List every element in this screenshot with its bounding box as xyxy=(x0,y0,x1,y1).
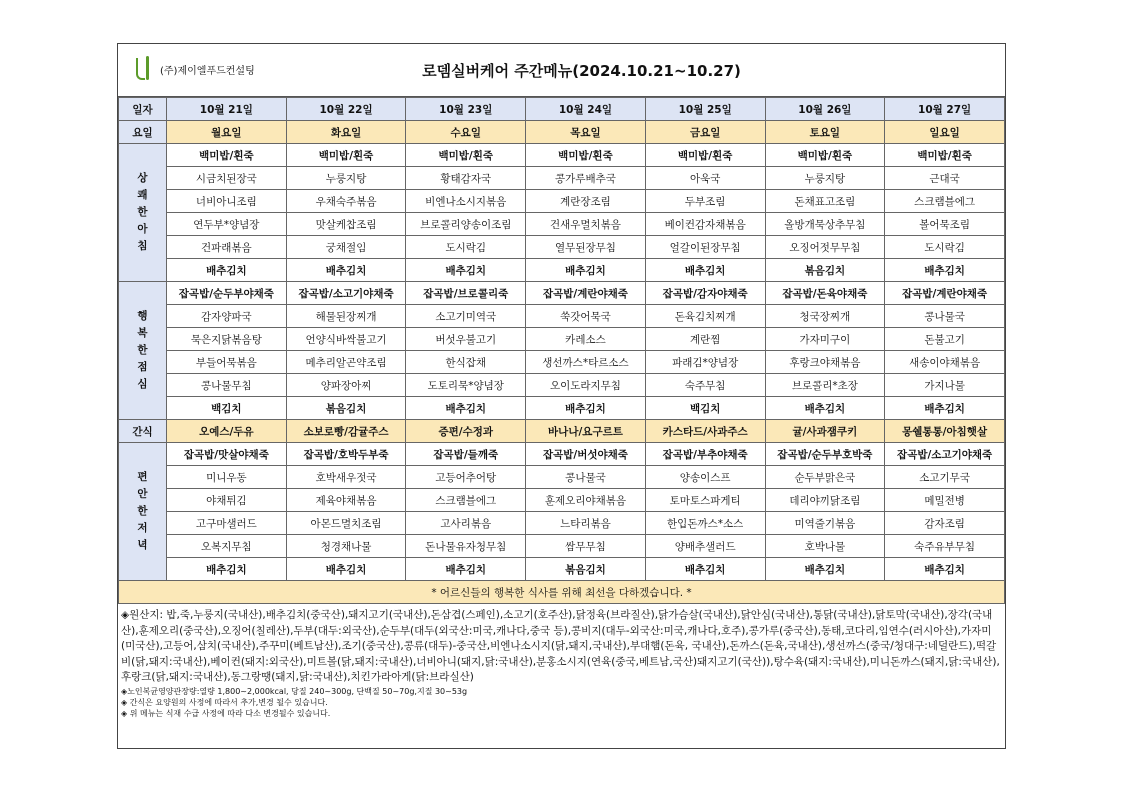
snack-cell: 카스타드/사과주스 xyxy=(645,420,765,443)
menu-cell: 누룽지탕 xyxy=(765,167,885,190)
menu-cell: 두부조림 xyxy=(645,190,765,213)
menu-cell: 백미밥/흰죽 xyxy=(167,144,287,167)
snack-cell: 소보로빵/감귤주스 xyxy=(286,420,406,443)
menu-row xyxy=(119,558,1005,581)
menu-row xyxy=(119,282,1005,305)
menu-cell: 배추김치 xyxy=(885,558,1005,581)
menu-cell: 배추김치 xyxy=(526,259,646,282)
weekday-cell: 일요일 xyxy=(885,121,1005,144)
message-row xyxy=(119,581,1005,604)
menu-cell: 미니우동 xyxy=(167,466,287,489)
menu-cell: 후랑크야채볶음 xyxy=(765,351,885,374)
meal-label-char: 저 xyxy=(137,522,148,534)
menu-cell: 고사리볶음 xyxy=(406,512,526,535)
menu-cell: 황태감자국 xyxy=(406,167,526,190)
menu-cell: 청국장찌개 xyxy=(765,305,885,328)
menu-sheet xyxy=(117,43,1006,749)
menu-cell: 묵은지닭볶음탕 xyxy=(167,328,287,351)
menu-cell: 야채튀김 xyxy=(167,489,287,512)
menu-cell: 한식잡채 xyxy=(406,351,526,374)
menu-cell: 양파장아찌 xyxy=(286,374,406,397)
meal-label-char: 침 xyxy=(137,240,148,252)
menu-cell: 배추김치 xyxy=(526,397,646,420)
menu-cell: 콩나물국 xyxy=(526,466,646,489)
weekday-row xyxy=(119,121,1005,144)
menu-row xyxy=(119,374,1005,397)
menu-cell: 볼어묵조림 xyxy=(885,213,1005,236)
snack-cell: 바나나/요구르트 xyxy=(526,420,646,443)
menu-cell: 잡곡밥/버섯야채죽 xyxy=(526,443,646,466)
snack-label: 간식 xyxy=(119,420,167,443)
menu-cell: 볶음김치 xyxy=(765,259,885,282)
menu-cell: 배추김치 xyxy=(406,259,526,282)
menu-cell: 양송이스프 xyxy=(645,466,765,489)
menu-cell: 오이도라지무침 xyxy=(526,374,646,397)
menu-cell: 아몬드멸치조림 xyxy=(286,512,406,535)
meal-label-char: 한 xyxy=(137,206,148,218)
change-note: ◈ 위 메뉴는 식재 수급 사정에 따라 다소 변경될수 있습니다. xyxy=(121,708,331,718)
date-cell: 10월 25일 xyxy=(645,98,765,121)
menu-cell: 돈불고기 xyxy=(885,328,1005,351)
menu-cell: 배추김치 xyxy=(286,259,406,282)
menu-cell: 숙주무침 xyxy=(645,374,765,397)
menu-row xyxy=(119,512,1005,535)
menu-cell: 돈나물유자청무침 xyxy=(406,535,526,558)
menu-cell: 콩나물국 xyxy=(885,305,1005,328)
menu-cell: 맛살케찹조림 xyxy=(286,213,406,236)
meal-label-char: 점 xyxy=(137,361,148,373)
menu-cell: 가자미구이 xyxy=(765,328,885,351)
nutrition-note: ◈노인복균영양관장량:열량 1,800~2,000kcal, 당질 240~300g, 단백질 50~70g,지질 30~53g xyxy=(121,686,468,696)
meal-label-char: 한 xyxy=(137,505,148,517)
menu-cell: 배추김치 xyxy=(167,259,287,282)
meal-label-char: 안 xyxy=(137,488,148,500)
menu-cell: 도시락김 xyxy=(406,236,526,259)
menu-cell: 도토리묵*양념장 xyxy=(406,374,526,397)
menu-cell: 느타리볶음 xyxy=(526,512,646,535)
menu-cell: 잡곡밥/들깨죽 xyxy=(406,443,526,466)
menu-cell: 쌈무무침 xyxy=(526,535,646,558)
menu-cell: 해물된장찌개 xyxy=(286,305,406,328)
snack-cell: 몽쉘통통/아침햇살 xyxy=(885,420,1005,443)
menu-table xyxy=(118,97,1005,604)
menu-cell: 돈육김치찌개 xyxy=(645,305,765,328)
meal-label-char: 녁 xyxy=(137,539,148,551)
menu-row xyxy=(119,190,1005,213)
menu-cell: 파래김*양념장 xyxy=(645,351,765,374)
meal-label-char: 쾌 xyxy=(137,189,148,201)
notes xyxy=(118,604,1005,723)
menu-cell: 계란장조림 xyxy=(526,190,646,213)
menu-cell: 잡곡밥/돈육야채죽 xyxy=(765,282,885,305)
meal-label-char: 한 xyxy=(137,344,148,356)
menu-cell: 가지나물 xyxy=(885,374,1005,397)
menu-cell: 토마토스파게티 xyxy=(645,489,765,512)
meal-label-char: 복 xyxy=(137,327,148,339)
message-cell: * 어르신들의 행복한 식사를 위해 최선을 다하겠습니다. * xyxy=(119,581,1005,604)
page-title: 로뎀실버케어 주간메뉴(2024.10.21~10.27) xyxy=(422,62,741,80)
menu-cell: 얼갈이된장무침 xyxy=(645,236,765,259)
menu-cell: 배추김치 xyxy=(765,558,885,581)
menu-row xyxy=(119,466,1005,489)
menu-cell: 한입돈까스*소스 xyxy=(645,512,765,535)
menu-cell: 돈채표고조림 xyxy=(765,190,885,213)
weekday-label: 요일 xyxy=(119,121,167,144)
menu-cell: 배추김치 xyxy=(645,558,765,581)
snack-cell: 귤/사과잼쿠키 xyxy=(765,420,885,443)
menu-cell: 시금치된장국 xyxy=(167,167,287,190)
menu-row xyxy=(119,144,1005,167)
date-cell: 10월 27일 xyxy=(885,98,1005,121)
menu-cell: 메추리알곤약조림 xyxy=(286,351,406,374)
menu-cell: 잡곡밥/순두부야채죽 xyxy=(167,282,287,305)
menu-cell: 잡곡밥/맛살야채죽 xyxy=(167,443,287,466)
menu-cell: 숙주유부무침 xyxy=(885,535,1005,558)
menu-row xyxy=(119,167,1005,190)
menu-cell: 잡곡밥/감자야채죽 xyxy=(645,282,765,305)
meal-label xyxy=(119,443,167,581)
menu-cell: 잡곡밥/소고기야채죽 xyxy=(286,282,406,305)
menu-cell: 훈제오리야채볶음 xyxy=(526,489,646,512)
menu-cell: 쑥갓어묵국 xyxy=(526,305,646,328)
menu-cell: 열무된장무침 xyxy=(526,236,646,259)
menu-row xyxy=(119,443,1005,466)
menu-cell: 미역줄기볶음 xyxy=(765,512,885,535)
menu-row xyxy=(119,305,1005,328)
menu-cell: 백미밥/흰죽 xyxy=(286,144,406,167)
menu-cell: 근대국 xyxy=(885,167,1005,190)
menu-cell: 배추김치 xyxy=(286,558,406,581)
snack-cell: 오예스/두유 xyxy=(167,420,287,443)
menu-cell: 배추김치 xyxy=(885,259,1005,282)
menu-cell: 잡곡밥/소고기야채죽 xyxy=(885,443,1005,466)
date-label: 일자 xyxy=(119,98,167,121)
menu-cell: 새송이야채볶음 xyxy=(885,351,1005,374)
menu-row xyxy=(119,535,1005,558)
snack-row xyxy=(119,420,1005,443)
snack-cell: 증편/수정과 xyxy=(406,420,526,443)
menu-cell: 소고기미역국 xyxy=(406,305,526,328)
menu-cell: 감자조림 xyxy=(885,512,1005,535)
menu-cell: 잡곡밥/부추야채죽 xyxy=(645,443,765,466)
menu-cell: 제육야채볶음 xyxy=(286,489,406,512)
menu-cell: 도시락김 xyxy=(885,236,1005,259)
menu-cell: 계란찜 xyxy=(645,328,765,351)
menu-cell: 너비아니조림 xyxy=(167,190,287,213)
weekday-cell: 월요일 xyxy=(167,121,287,144)
menu-row xyxy=(119,236,1005,259)
menu-cell: 감자양파국 xyxy=(167,305,287,328)
menu-cell: 비엔나소시지볶음 xyxy=(406,190,526,213)
meal-label-char: 편 xyxy=(137,471,148,483)
menu-cell: 배추김치 xyxy=(645,259,765,282)
menu-cell: 고등어추어탕 xyxy=(406,466,526,489)
menu-cell: 볶음김치 xyxy=(286,397,406,420)
menu-cell: 메밀전병 xyxy=(885,489,1005,512)
menu-cell: 백미밥/흰죽 xyxy=(885,144,1005,167)
menu-cell: 백미밥/흰죽 xyxy=(406,144,526,167)
menu-cell: 브로콜리*초장 xyxy=(765,374,885,397)
meal-label-char: 심 xyxy=(137,378,148,390)
weekday-cell: 목요일 xyxy=(526,121,646,144)
menu-cell: 연두부*양념장 xyxy=(167,213,287,236)
menu-cell: 배추김치 xyxy=(765,397,885,420)
snack-note: ◈ 간식은 요양원의 사정에 따라서 추가,변경 될수 있습니다. xyxy=(121,697,328,707)
menu-cell: 데리야끼닭조림 xyxy=(765,489,885,512)
menu-cell: 우채숙주볶음 xyxy=(286,190,406,213)
menu-cell: 백김치 xyxy=(645,397,765,420)
menu-cell: 오징어젓무무침 xyxy=(765,236,885,259)
company-name: (주)제이엘푸드컨설팅 xyxy=(160,65,255,77)
menu-cell: 생선까스*타르소스 xyxy=(526,351,646,374)
menu-cell: 양배추샐러드 xyxy=(645,535,765,558)
menu-cell: 배추김치 xyxy=(406,558,526,581)
menu-cell: 배추김치 xyxy=(406,397,526,420)
menu-cell: 잡곡밥/브로콜리죽 xyxy=(406,282,526,305)
menu-cell: 순두부맑은국 xyxy=(765,466,885,489)
menu-cell: 브로콜리양송이조림 xyxy=(406,213,526,236)
menu-cell: 배추김치 xyxy=(167,558,287,581)
menu-cell: 소고기무국 xyxy=(885,466,1005,489)
menu-cell: 호박새우젓국 xyxy=(286,466,406,489)
meal-label-char: 행 xyxy=(137,310,148,322)
menu-cell: 언양식바싹불고기 xyxy=(286,328,406,351)
menu-cell: 콩가루배추국 xyxy=(526,167,646,190)
menu-cell: 올방개묵상추무침 xyxy=(765,213,885,236)
menu-cell: 호박나물 xyxy=(765,535,885,558)
menu-cell: 백미밥/흰죽 xyxy=(765,144,885,167)
date-cell: 10월 22일 xyxy=(286,98,406,121)
origin-text: ◈원산지: 밥,죽,누룽지(국내산),배추김치(중국산),돼지고기(국내산),돈삼겹(스페인),소고기(호주산),닭정육(브라질산),닭가슴살(국내산),닭안심(국내산),통닭(국내산),닭토막(국내산),장각(국내산),훈제오리(중국산),오징어(칠레산),두부(대두:외국산),순두부(대두(외국산:미국,캐나다,중국 등),콩비지(대두-외국산:미국,캐나다,호주),콩가루(중국산),동태,코다리,임연수(러시아산),가자미(미국산),고등어,삼치(국내산),주꾸미(베트남산),조기(중국산),콩류(대두)-중국산,비엔나소시지(닭,돼지,국내산),부대햄(돈육, 국내산),돈까스(돈육,국내산),생선까스(중국/청대구:네덜란드),떡갈비(닭,돼지:국내산),베이컨(돼지:외국산),미트볼(닭,돼지:국내산),너비아니(돼지,닭:국내산),분홍소시지(연육(중국,베트남,국산)돼지고기(국산)),탕수육(돼지:국내산),미니돈까스(돼지,닭:국내산),후랑크(닭,돼지:국내산),동그랑땡(돼지,닭:국내산),치킨가라아게(닭:브라실산) xyxy=(121,609,1000,683)
menu-row xyxy=(119,489,1005,512)
date-cell: 10월 24일 xyxy=(526,98,646,121)
menu-cell: 스크램블에그 xyxy=(885,190,1005,213)
menu-cell: 건새우멸치볶음 xyxy=(526,213,646,236)
weekday-cell: 수요일 xyxy=(406,121,526,144)
menu-cell: 카레소스 xyxy=(526,328,646,351)
date-row xyxy=(119,98,1005,121)
menu-cell: 백김치 xyxy=(167,397,287,420)
menu-cell: 백미밥/흰죽 xyxy=(645,144,765,167)
date-cell: 10월 21일 xyxy=(167,98,287,121)
menu-cell: 잡곡밥/순두부호박죽 xyxy=(765,443,885,466)
meal-label-char: 상 xyxy=(137,172,148,184)
meal-label xyxy=(119,282,167,420)
menu-cell: 청경채나물 xyxy=(286,535,406,558)
menu-cell: 배추김치 xyxy=(885,397,1005,420)
menu-cell: 베이컨감자채볶음 xyxy=(645,213,765,236)
meal-label-char: 아 xyxy=(137,223,148,235)
weekday-cell: 토요일 xyxy=(765,121,885,144)
date-cell: 10월 26일 xyxy=(765,98,885,121)
meal-label xyxy=(119,144,167,282)
header xyxy=(118,44,1005,97)
menu-cell: 오복지무침 xyxy=(167,535,287,558)
menu-cell: 고구마샐러드 xyxy=(167,512,287,535)
menu-cell: 스크램블에그 xyxy=(406,489,526,512)
menu-cell: 잡곡밥/계란야채죽 xyxy=(885,282,1005,305)
menu-row xyxy=(119,328,1005,351)
menu-cell: 백미밥/흰죽 xyxy=(526,144,646,167)
weekday-cell: 화요일 xyxy=(286,121,406,144)
menu-cell: 잡곡밥/계란야채죽 xyxy=(526,282,646,305)
date-cell: 10월 23일 xyxy=(406,98,526,121)
menu-cell: 누룽지탕 xyxy=(286,167,406,190)
weekday-cell: 금요일 xyxy=(645,121,765,144)
menu-row xyxy=(119,259,1005,282)
menu-cell: 아욱국 xyxy=(645,167,765,190)
menu-row xyxy=(119,213,1005,236)
menu-cell: 콩나물무침 xyxy=(167,374,287,397)
menu-row xyxy=(119,397,1005,420)
menu-row xyxy=(119,351,1005,374)
menu-cell: 잡곡밥/호박두부죽 xyxy=(286,443,406,466)
menu-cell: 부들어묵볶음 xyxy=(167,351,287,374)
menu-cell: 건파래볶음 xyxy=(167,236,287,259)
menu-cell: 버섯우불고기 xyxy=(406,328,526,351)
menu-cell: 볶음김치 xyxy=(526,558,646,581)
menu-cell: 궁채절임 xyxy=(286,236,406,259)
